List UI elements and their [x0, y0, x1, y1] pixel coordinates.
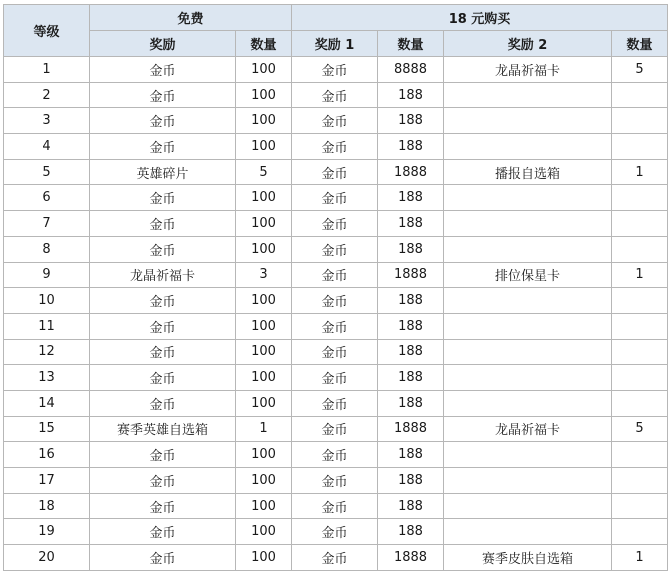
free-qty-cell: 100 — [236, 211, 292, 237]
paid-reward1-cell: 金币 — [292, 185, 378, 211]
table-row — [4, 416, 668, 442]
paid-qty2-cell: 1 — [612, 159, 668, 185]
free-qty-cell: 100 — [236, 390, 292, 416]
level-cell: 7 — [4, 211, 90, 237]
paid-qty2-cell — [612, 288, 668, 314]
paid-reward2-cell: 龙晶祈福卡 — [444, 416, 612, 442]
table-body — [4, 57, 668, 571]
level-cell: 10 — [4, 288, 90, 314]
level-cell: 14 — [4, 390, 90, 416]
paid-qty1-cell: 188 — [378, 493, 444, 519]
level-cell: 3 — [4, 108, 90, 134]
paid-qty2-cell — [612, 82, 668, 108]
paid-qty1-cell: 188 — [378, 313, 444, 339]
paid-reward1-cell: 金币 — [292, 416, 378, 442]
paid-reward1-cell: 金币 — [292, 288, 378, 314]
paid-qty2-cell: 1 — [612, 262, 668, 288]
paid-reward2-cell — [444, 442, 612, 468]
paid-reward2-cell — [444, 468, 612, 494]
free-reward-cell: 金币 — [90, 365, 236, 391]
level-header: 等级 — [4, 5, 90, 57]
paid-qty2-cell — [612, 313, 668, 339]
table-row — [4, 288, 668, 314]
level-cell: 2 — [4, 82, 90, 108]
free-reward-cell: 金币 — [90, 313, 236, 339]
table-row — [4, 365, 668, 391]
paid-qty1-cell: 188 — [378, 442, 444, 468]
paid-qty1-cell: 188 — [378, 365, 444, 391]
table-row — [4, 185, 668, 211]
paid-reward1-cell: 金币 — [292, 519, 378, 545]
free-qty-cell: 100 — [236, 108, 292, 134]
free-qty-cell: 5 — [236, 159, 292, 185]
paid-qty2-cell — [612, 468, 668, 494]
paid-qty1-cell: 188 — [378, 82, 444, 108]
free-qty-cell: 100 — [236, 493, 292, 519]
table-header — [4, 5, 668, 57]
paid-qty1-cell: 188 — [378, 288, 444, 314]
free-qty-cell: 100 — [236, 288, 292, 314]
paid-qty1-cell: 1888 — [378, 159, 444, 185]
paid-reward1-cell: 金币 — [292, 134, 378, 160]
free-qty-cell: 100 — [236, 339, 292, 365]
paid-qty2-cell — [612, 519, 668, 545]
paid-reward2-cell — [444, 493, 612, 519]
reward-table — [3, 4, 668, 571]
level-cell: 17 — [4, 468, 90, 494]
table-row — [4, 313, 668, 339]
paid-reward1-cell: 金币 — [292, 442, 378, 468]
header-row-2 — [4, 31, 668, 57]
free-reward-cell: 龙晶祈福卡 — [90, 262, 236, 288]
paid-qty2-cell — [612, 211, 668, 237]
free-reward-cell: 金币 — [90, 57, 236, 83]
free-reward-cell: 金币 — [90, 108, 236, 134]
paid-reward2-cell — [444, 339, 612, 365]
paid-reward1-cell: 金币 — [292, 262, 378, 288]
free-reward-cell: 英雄碎片 — [90, 159, 236, 185]
paid-reward1-cell: 金币 — [292, 493, 378, 519]
paid-qty2-cell — [612, 236, 668, 262]
free-qty-cell: 100 — [236, 442, 292, 468]
paid-qty1-cell: 8888 — [378, 57, 444, 83]
paid-qty2-cell — [612, 134, 668, 160]
free-qty-cell: 100 — [236, 519, 292, 545]
paid-reward2-cell — [444, 108, 612, 134]
paid-reward1-cell: 金币 — [292, 468, 378, 494]
level-cell: 4 — [4, 134, 90, 160]
free-group-header: 免费 — [90, 5, 292, 31]
paid-reward2-cell: 赛季皮肤自选箱 — [444, 545, 612, 571]
paid-reward1-cell: 金币 — [292, 339, 378, 365]
paid-reward2-cell — [444, 519, 612, 545]
free-qty-cell: 100 — [236, 365, 292, 391]
paid-reward2-cell — [444, 82, 612, 108]
free-reward-cell: 金币 — [90, 185, 236, 211]
table-row — [4, 493, 668, 519]
paid-qty2-cell — [612, 365, 668, 391]
free-reward-cell: 金币 — [90, 236, 236, 262]
level-cell: 15 — [4, 416, 90, 442]
free-reward-cell: 金币 — [90, 211, 236, 237]
table-row — [4, 519, 668, 545]
paid-qty2-cell — [612, 339, 668, 365]
paid-qty1-cell: 188 — [378, 134, 444, 160]
table-row — [4, 211, 668, 237]
paid-reward1-cell: 金币 — [292, 82, 378, 108]
paid-qty2-header: 数量 — [612, 31, 668, 57]
paid-qty1-cell: 188 — [378, 519, 444, 545]
paid-reward2-cell — [444, 365, 612, 391]
paid-reward2-cell: 龙晶祈福卡 — [444, 57, 612, 83]
paid-qty1-header: 数量 — [378, 31, 444, 57]
level-cell: 1 — [4, 57, 90, 83]
free-reward-cell: 金币 — [90, 468, 236, 494]
level-cell: 18 — [4, 493, 90, 519]
free-qty-cell: 100 — [236, 82, 292, 108]
table-row — [4, 82, 668, 108]
table-row — [4, 442, 668, 468]
paid-reward2-cell — [444, 211, 612, 237]
paid-reward2-cell: 排位保星卡 — [444, 262, 612, 288]
free-reward-cell: 金币 — [90, 519, 236, 545]
level-cell: 11 — [4, 313, 90, 339]
level-cell: 19 — [4, 519, 90, 545]
free-reward-cell: 金币 — [90, 288, 236, 314]
paid-qty2-cell — [612, 390, 668, 416]
paid-qty1-cell: 1888 — [378, 262, 444, 288]
paid-reward1-cell: 金币 — [292, 545, 378, 571]
paid-qty1-cell: 188 — [378, 185, 444, 211]
free-qty-cell: 100 — [236, 185, 292, 211]
table-row — [4, 390, 668, 416]
paid-qty2-cell: 1 — [612, 545, 668, 571]
paid-reward1-cell: 金币 — [292, 159, 378, 185]
free-reward-cell: 金币 — [90, 493, 236, 519]
level-cell: 12 — [4, 339, 90, 365]
paid-reward1-cell: 金币 — [292, 390, 378, 416]
reward-table-container — [3, 4, 668, 571]
paid-qty2-cell — [612, 493, 668, 519]
paid-reward2-cell: 播报自选箱 — [444, 159, 612, 185]
free-reward-cell: 金币 — [90, 134, 236, 160]
free-reward-cell: 金币 — [90, 442, 236, 468]
free-reward-cell: 金币 — [90, 82, 236, 108]
paid-qty1-cell: 1888 — [378, 416, 444, 442]
table-row — [4, 339, 668, 365]
table-row — [4, 468, 668, 494]
paid-reward1-cell: 金币 — [292, 313, 378, 339]
paid-qty2-cell: 5 — [612, 57, 668, 83]
paid-reward2-cell — [444, 236, 612, 262]
paid-qty2-cell: 5 — [612, 416, 668, 442]
paid-reward1-cell: 金币 — [292, 108, 378, 134]
free-qty-cell: 100 — [236, 57, 292, 83]
level-cell: 8 — [4, 236, 90, 262]
paid-reward2-header: 奖励 2 — [444, 31, 612, 57]
paid-reward2-cell — [444, 390, 612, 416]
paid-reward1-cell: 金币 — [292, 211, 378, 237]
free-reward-cell: 赛季英雄自选箱 — [90, 416, 236, 442]
level-cell: 20 — [4, 545, 90, 571]
table-row — [4, 236, 668, 262]
free-qty-cell: 3 — [236, 262, 292, 288]
level-cell: 6 — [4, 185, 90, 211]
table-row — [4, 108, 668, 134]
paid-reward1-cell: 金币 — [292, 365, 378, 391]
paid-reward2-cell — [444, 313, 612, 339]
free-qty-cell: 1 — [236, 416, 292, 442]
table-row — [4, 159, 668, 185]
paid-qty1-cell: 188 — [378, 468, 444, 494]
free-reward-cell: 金币 — [90, 339, 236, 365]
paid-qty1-cell: 188 — [378, 211, 444, 237]
header-row-1 — [4, 5, 668, 31]
free-qty-cell: 100 — [236, 236, 292, 262]
paid-qty2-cell — [612, 185, 668, 211]
paid-qty1-cell: 188 — [378, 339, 444, 365]
level-cell: 16 — [4, 442, 90, 468]
paid-reward2-cell — [444, 134, 612, 160]
table-row — [4, 545, 668, 571]
level-cell: 13 — [4, 365, 90, 391]
table-row — [4, 134, 668, 160]
paid-qty2-cell — [612, 442, 668, 468]
table-row — [4, 262, 668, 288]
paid-qty1-cell: 188 — [378, 108, 444, 134]
paid-reward2-cell — [444, 185, 612, 211]
free-reward-header: 奖励 — [90, 31, 236, 57]
paid-qty1-cell: 1888 — [378, 545, 444, 571]
paid-reward1-cell: 金币 — [292, 57, 378, 83]
free-reward-cell: 金币 — [90, 545, 236, 571]
free-qty-cell: 100 — [236, 313, 292, 339]
free-qty-cell: 100 — [236, 545, 292, 571]
free-reward-cell: 金币 — [90, 390, 236, 416]
paid-qty2-cell — [612, 108, 668, 134]
table-row — [4, 57, 668, 83]
free-qty-cell: 100 — [236, 468, 292, 494]
free-qty-header: 数量 — [236, 31, 292, 57]
paid-group-header: 18 元购买 — [292, 5, 668, 31]
paid-qty1-cell: 188 — [378, 236, 444, 262]
paid-reward1-cell: 金币 — [292, 236, 378, 262]
free-qty-cell: 100 — [236, 134, 292, 160]
paid-qty1-cell: 188 — [378, 390, 444, 416]
level-cell: 9 — [4, 262, 90, 288]
paid-reward2-cell — [444, 288, 612, 314]
level-cell: 5 — [4, 159, 90, 185]
paid-reward1-header: 奖励 1 — [292, 31, 378, 57]
